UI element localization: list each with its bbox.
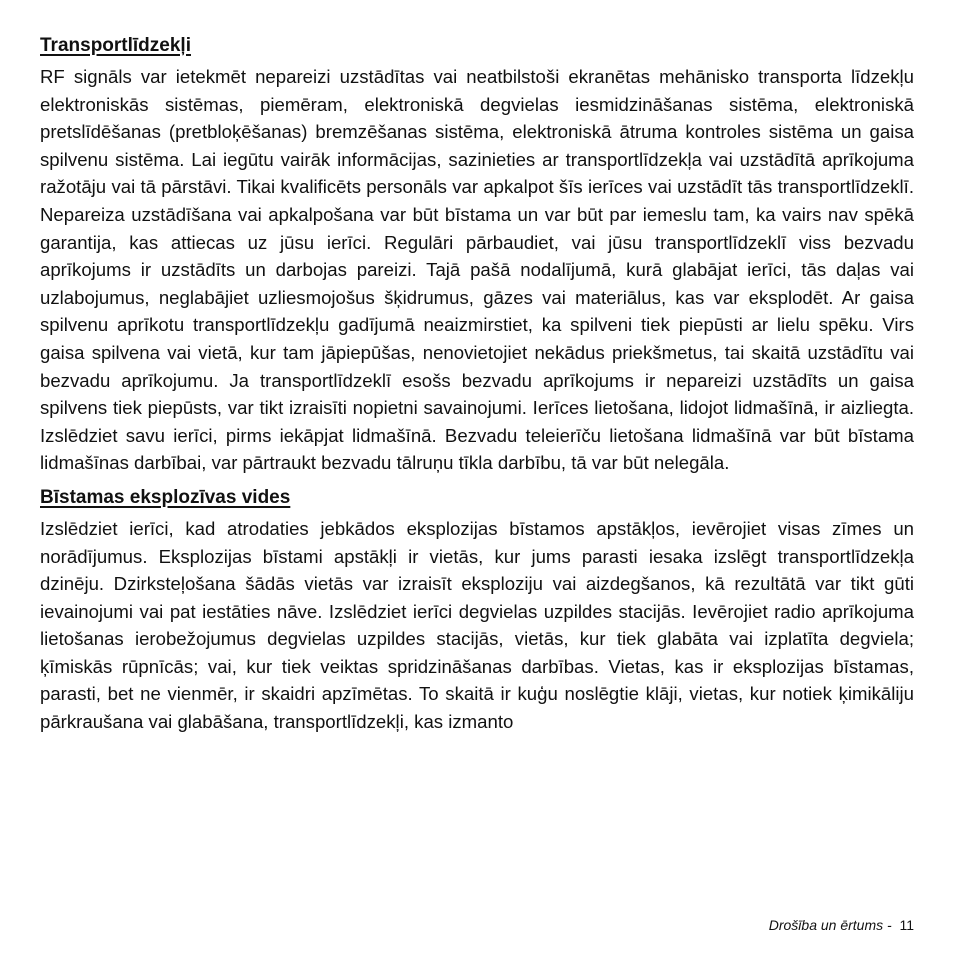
page-footer — [769, 917, 914, 933]
section-explosive-environments — [40, 485, 914, 736]
footer-label: Drošība un ērtums - — [768, 917, 892, 933]
section-paragraph: Izslēdziet ierīci, kad atrodaties jebkādos eksplozijas bīstamos apstākļos, ievērojiet visas zīmes un norādījumus. Eksplozijas bīstami apstākļi ir vietās, kur jums parasti iesaka izslēgt transportlīdzekļa dzinēju. Dzirksteļošana šādās vietās var izraisīt eksploziju vai aizdegšanos, kā rezultātā var tikt gūti ievainojumi vai pat iestāties nāve. Izslēdziet ierīci degvielas uzpildes stacijās. Ievērojiet radio aprīkojuma lietošanas ierobežojumus degvielas uzpildes stacijās, vietās, kur tiek glabāta vai izplatīta degviela; ķīmiskās rūpnīcās; vai, kur tiek veiktas spridzināšanas darbības. Vietas, kas ir eksplozijas bīstamas, parasti, bet ne vienmēr, ir skaidri apzīmētas. To skaitā ir kuģu noslēgtie klāji, vietas, kur notiek ķimikāliju pārkraušana vai glabāšana, transportlīdzekļi, kas izmanto — [40, 517, 914, 733]
document-page — [40, 33, 914, 736]
section-paragraph: RF signāls var ietekmēt nepareizi uzstādītas vai neatbilstoši ekranētas mehānisko transporta līdzekļu elektroniskās sistēmas, piemēram, elektroniskā degvielas iesmidzināšanas sistēma, elektroniskā pretslīdēšanas (pretbloķēšanas) bremzēšanas sistēma, elektroniskā ātruma kontroles sistēma un gaisa spilvenu sistēma. Lai iegūtu vairāk informācijas, sazinieties ar transportlīdzekļa vai uzstādītā aprīkojuma ražotāju vai tā pārstāvi. Tikai kvalificēts personāls var apkalpot šīs ierīces vai uzstādīt tās transportlīdzeklī. Nepareiza uzstādīšana vai apkalpošana var būt bīstama un var būt par iemeslu tam, ka vairs nav spēkā garantija, kas attiecas uz jūsu ierīci. Regulāri pārbaudiet, vai jūsu transportlīdzeklī viss bezvadu aprīkojums ir uzstādīts un darbojas pareizi. Tajā pašā nodalījumā, kurā glabājat ierīci, tās daļas vai uzlabojumus, neglabājiet uzliesmojošus šķidrumus, gāzes vai materiālus, kas var eksplodēt. Ar gaisa spilvenu aprīkotu transportlīdzekļu gadījumā neaizmirstiet, ka spilveni tiek piepūsti ar lielu spēku. Virs gaisa spilvena vai vietā, kur tam jāpiepūšas, nenovietojiet nekādus priekšmetus, tai skaitā uzstādītu vai bezvadu aprīkojumu. Ja transportlīdzeklī esošs bezvadu aprīkojums ir nepareizi uzstādīts un gaisa spilvens tiek piepūsts, var tikt izraisīti nopietni savainojumi. Ierīces lietošana, lidojot lidmašīnā, ir aizliegta. Izslēdziet savu ierīci, pirms iekāpjat lidmašīnā. Bezvadu teleierīču lietošana lidmašīnā var būt bīstama lidmašīnas darbībai, var pārtraukt bezvadu tālruņu tīkla darbību, tā var būt nelegāla. — [40, 66, 914, 474]
section-heading: Bīstamas eksplozīvas vides — [40, 486, 291, 508]
section-heading: Transportlīdzekļi — [40, 35, 191, 56]
page-number: 11 — [899, 917, 914, 933]
section-vehicles — [40, 33, 914, 477]
